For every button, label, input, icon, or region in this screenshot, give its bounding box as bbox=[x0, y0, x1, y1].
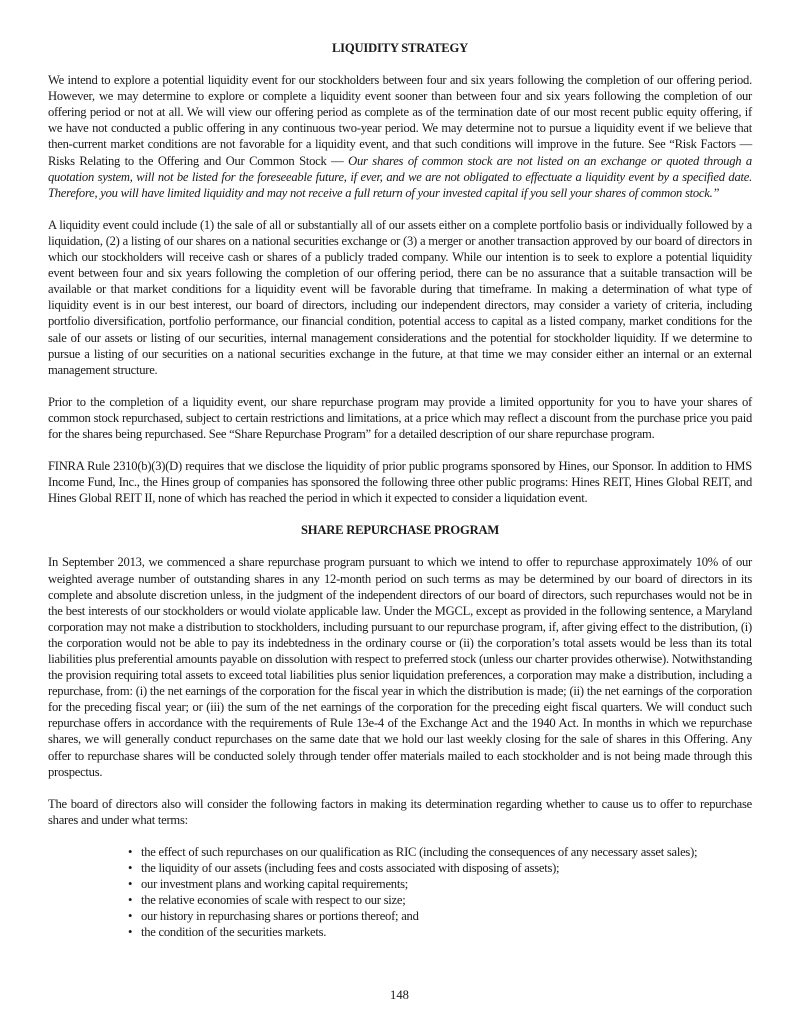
list-item bbox=[128, 892, 752, 908]
paragraph-prior-to-liquidity-event: Prior to the completion of a liquidity event, our share repurchase program may provide a limited opportunity for you to have your shares of common stock repurchased, subject to certain restrictions and limitations, at a price which may reflect a discount from the purchase price you paid for the shares being repurchased. See “Share Repurchase Program” for a detailed description of our share repurchase program. bbox=[48, 394, 752, 441]
list-item bbox=[128, 908, 752, 924]
list-item-text: the liquidity of our assets (including fees and costs associated with disposing of assets); bbox=[141, 861, 560, 876]
list-item bbox=[128, 876, 752, 892]
paragraph-liquidity-event-types: A liquidity event could include (1) the sale of all or substantially all of our assets either on a complete portfolio basis or individually followed by a liquidation, (2) a listing of our shares on a national securities exchange or (3) a merger or another transaction approved by our board of directors in which our stockholders will receive cash or shares of a publicly traded company. While our intention is to seek to explore a potential liquidity event between four and six years following the completion of our offering period, there can be no assurance that a suitable transaction will be available or that market conditions for a liquidity event will be favorable during that timeframe. In making a determination of what type of liquidity event is in our best interest, our board of directors, including our independent directors, may consider a variety of criteria, including portfolio diversification, portfolio performance, our financial condition, potential access to capital as a listed company, market conditions for the sale of our assets or listing of our securities, internal management considerations and the potential for stockholder liquidity. If we determine to pursue a listing of our securities on a national securities exchange in the future, at that time we may consider either an internal or an external management structure. bbox=[48, 217, 752, 377]
list-item-text: our history in repurchasing shares or portions thereof; and bbox=[141, 909, 419, 924]
section-heading-share-repurchase-program: SHARE REPURCHASE PROGRAM bbox=[300, 523, 500, 538]
section-heading-liquidity-strategy: LIQUIDITY STRATEGY bbox=[331, 41, 468, 55]
repurchase-factors-list bbox=[48, 844, 752, 941]
paragraph-repurchase-program-details: In September 2013, we commenced a share repurchase program pursuant to which we intend to offer to repurchase approximately 10% of our weighted average number of outstanding shares in any 12-month period on such terms as may be determined by our board of directors in its complete and absolute discretion unless, in the judgment of the independent directors of our board of directors, such repurchases would not be in the best interests of our stockholders or would violate applicable law. Under the MGCL, except as provided in the following sentence, a Maryland corporation may not make a distribution to stockholders, including pursuant to our repurchase program, if, after giving effect to the distribution, (i) the corporation would not be able to pay its indebtedness in the ordinary course or (ii) the corporation’s total assets would be less than its total liabilities plus preferential amounts payable on dissolution with respect to preferred stock (unless our charter provides otherwise). Notwithstanding the provision requiring total assets to exceed total liabilities plus senior liquidation preferences, a corporation may make a distribution, including a repurchase, from: (i) the net earnings of the corporation for the fiscal year in which the distribution is made; (ii) the net earnings of the corporation for the preceding fiscal year; or (iii) the sum of the net earnings of the corporation for the preceding eight fiscal quarters. We will conduct such repurchase offers in accordance with the requirements of Rule 13e-4 of the Exchange Act and the 1940 Act. In months in which we repurchase shares, we will generally conduct repurchases on the same date that we hold our last weekly closing for the sale of shares in this Offering. Any offer to repurchase shares will be conducted solely through tender offer materials mailed to each stockholder and is not being made through this prospectus. bbox=[48, 555, 752, 779]
bullet-icon: • bbox=[128, 844, 133, 859]
paragraph-board-factors-intro: The board of directors also will consider the following factors in making its determination regarding whether to cause us to offer to repurchase shares and under what terms: bbox=[48, 796, 752, 827]
bullet-icon: • bbox=[128, 861, 133, 876]
risk-factor-italic-quote: Our shares of common stock are not listed on an exchange or quoted through a quotation system, will not be listed for the foreseeable future, if ever, and we are not obligated to effectuate a liquidity event by a specified date. Therefore, you will have limited liquidity and may not receive a full return of your invested capital if you sell your shares of common stock.” bbox=[48, 153, 752, 200]
list-item-text: the relative economies of scale with respect to our size; bbox=[141, 893, 406, 908]
list-item-text: the effect of such repurchases on our qualification as RIC (including the consequences of any necessary asset sales); bbox=[141, 844, 698, 859]
list-item bbox=[128, 844, 752, 860]
page-number: 148 bbox=[390, 988, 409, 1002]
paragraph-text: We intend to explore a potential liquidity event for our stockholders between four and six years following the completion of our offering period. However, we may determine to explore or complete a liquidity event sooner than between four and six years following the completion of our offering period or not at all. We will view our offering period as complete as of the termination date of our most recent public equity offering, if we have not conducted a public offering in any continuous two-year period. We may determine not to pursue a liquidity event if we believe that then-current market conditions are not favorable for a liquidity event, and that such conditions will improve in the future. See “Risk Factors — Risks Relating to the Offering and Our Common Stock — bbox=[48, 73, 752, 168]
bullet-icon: • bbox=[128, 925, 133, 940]
list-item-text: our investment plans and working capital requirements; bbox=[141, 877, 408, 892]
paragraph-liquidity-intent bbox=[48, 72, 752, 201]
list-item bbox=[128, 924, 752, 940]
bullet-icon: • bbox=[128, 877, 133, 892]
list-item-text: the condition of the securities markets. bbox=[141, 925, 327, 940]
paragraph-finra-rule: FINRA Rule 2310(b)(3)(D) requires that we disclose the liquidity of prior public programs sponsored by Hines, our Sponsor. In addition to HMS Income Fund, Inc., the Hines group of companies has sponsored the following three other public programs: Hines REIT, Hines Global REIT, and Hines Global REIT II, none of which has reached the period in which it expected to consider a liquidation event. bbox=[48, 459, 752, 506]
document-page bbox=[48, 40, 752, 941]
bullet-icon: • bbox=[128, 893, 133, 908]
list-item bbox=[128, 860, 752, 876]
bullet-icon: • bbox=[128, 909, 133, 924]
